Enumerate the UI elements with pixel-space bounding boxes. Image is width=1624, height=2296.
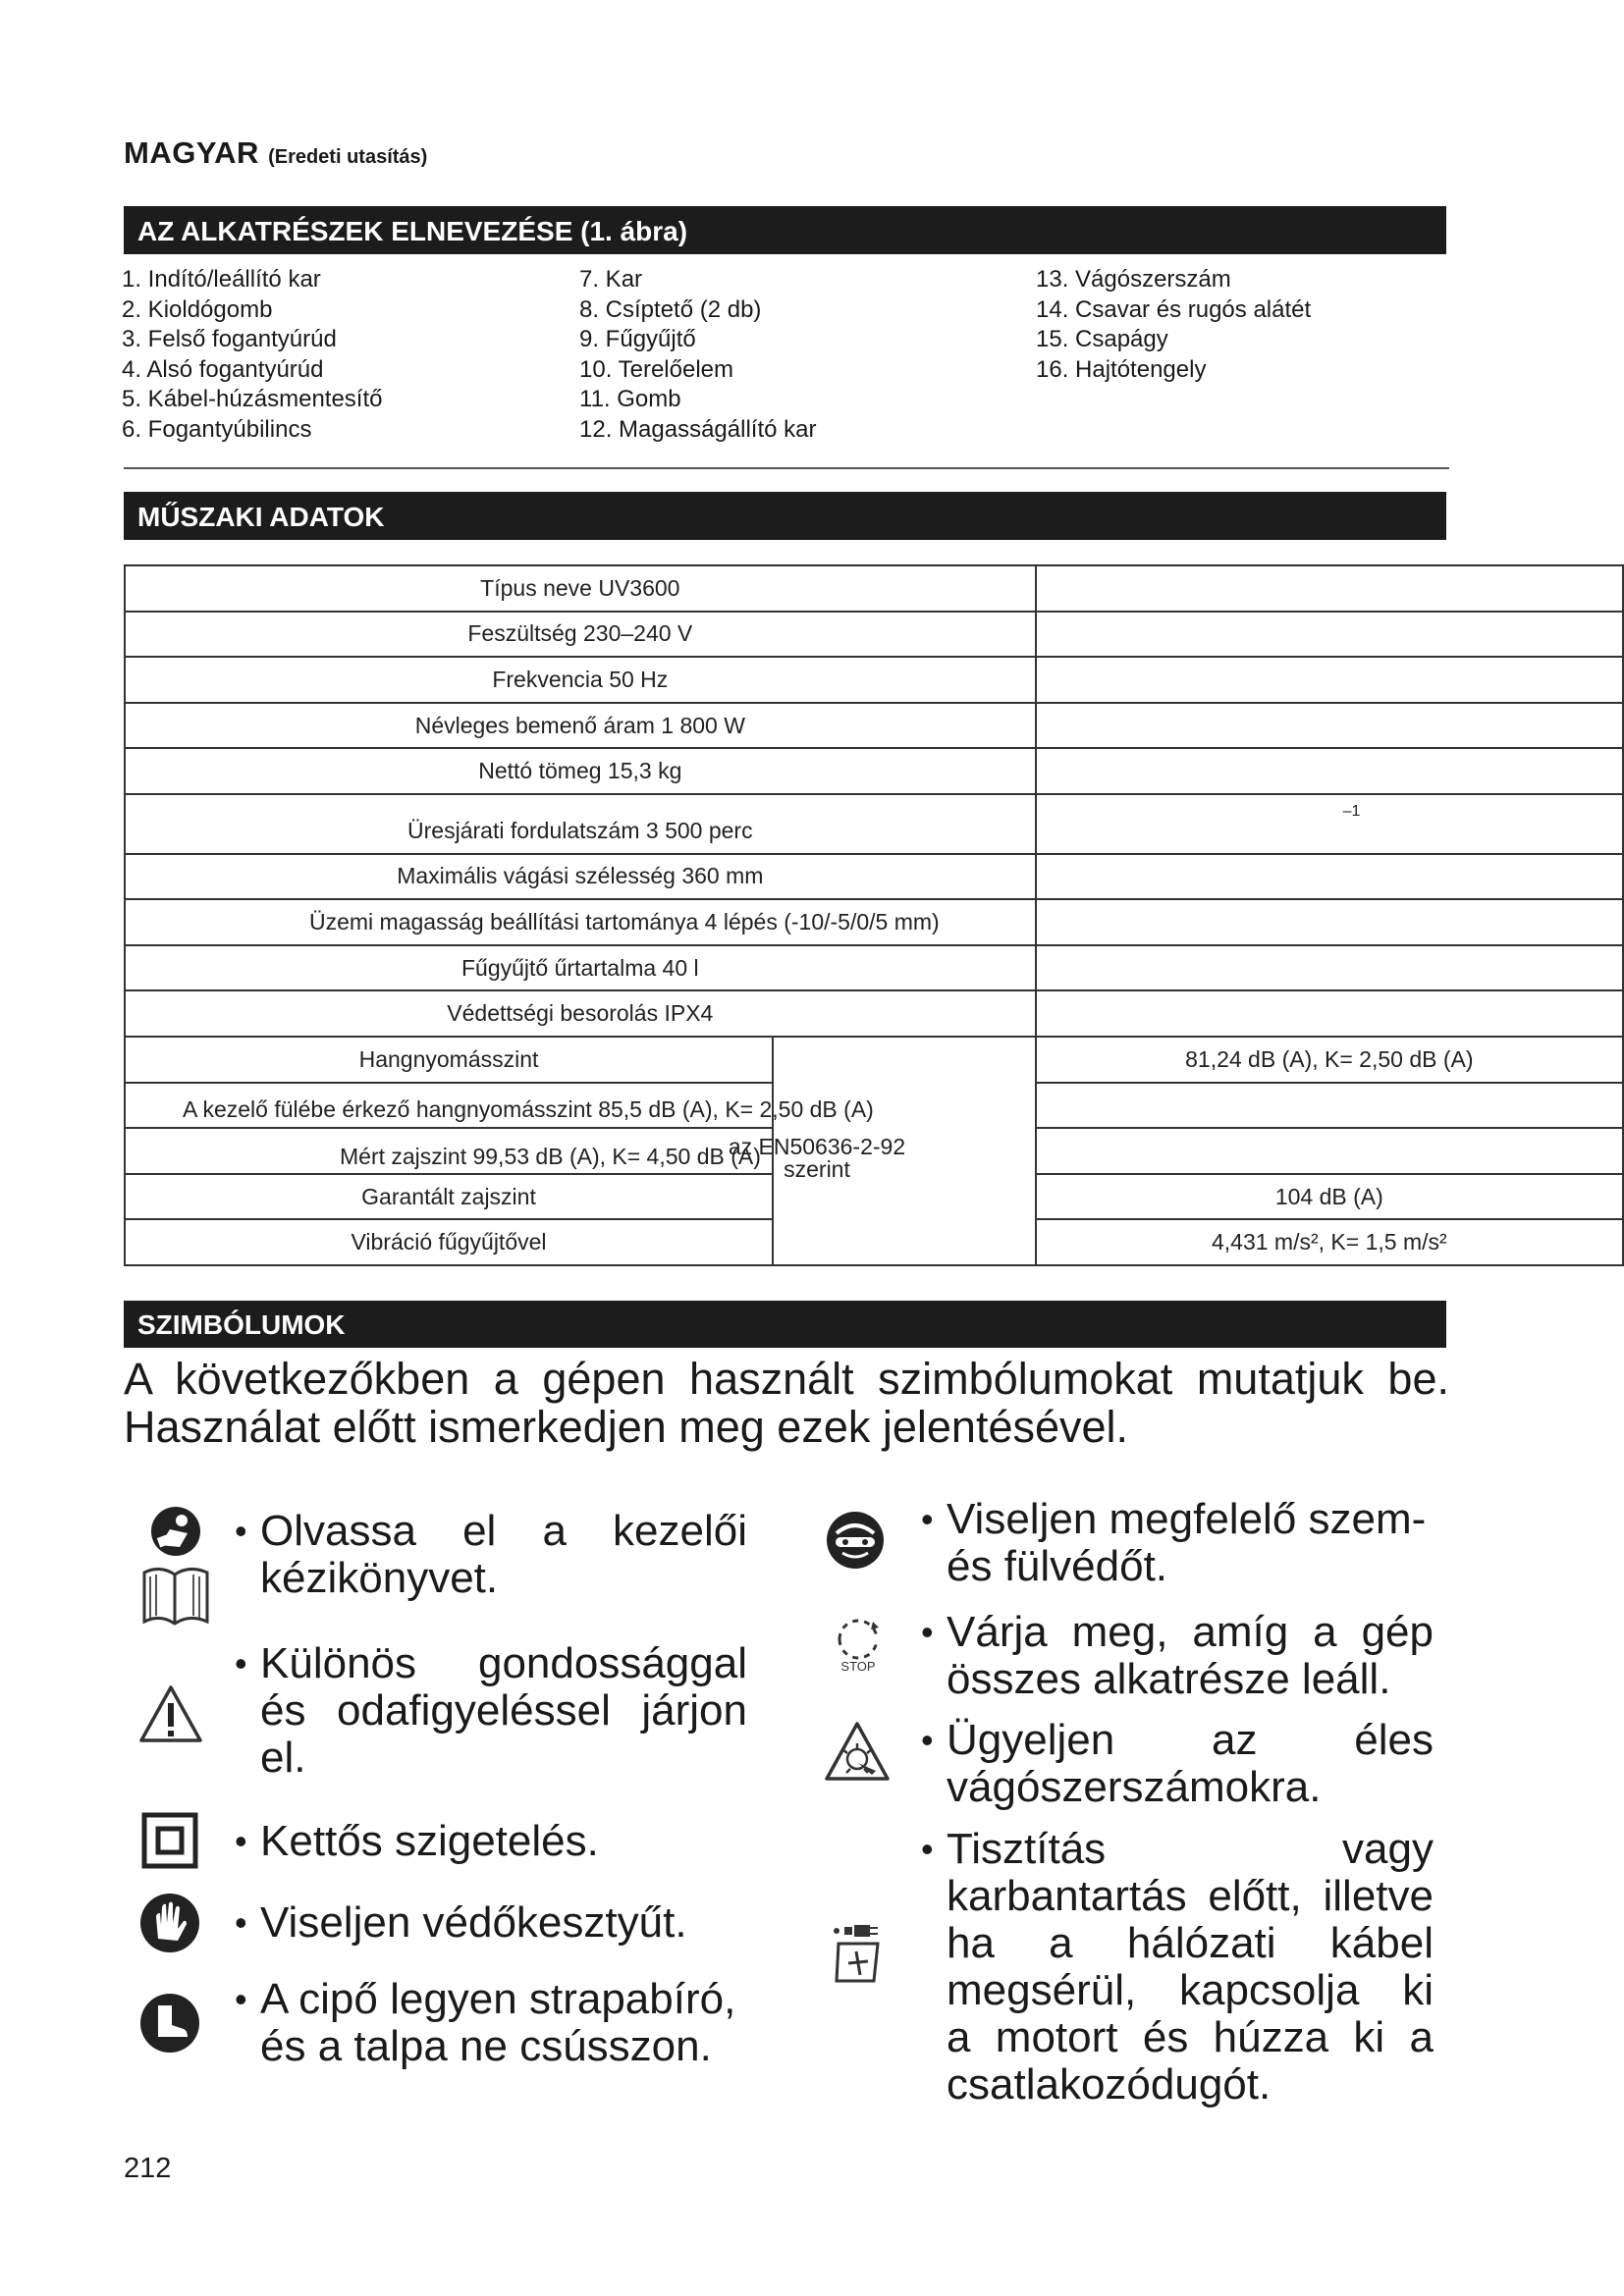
wait-stop-icon: [828, 1610, 889, 1675]
spec-label: Fűgyűjtő űrtartalma 40 l: [125, 945, 1036, 991]
table-row: [125, 565, 1623, 612]
symbol-text-line: Ügyeljen az éles: [947, 1716, 1434, 1764]
list-item: 4. Alsó fogantyúrúd: [122, 355, 324, 383]
symbol-text-line: el.: [260, 1734, 306, 1782]
parts-list-col2: [579, 265, 816, 445]
standard-note-line: az EN50636-2-92: [728, 1134, 906, 1159]
specs-section-title: MŰSZAKI ADATOK: [124, 492, 1446, 540]
spec-value: 81,24 dB (A), K= 2,50 dB (A): [1036, 1037, 1623, 1083]
symbol-text-line: Olvassa el a kezelői: [260, 1507, 747, 1555]
spec-value: [1036, 565, 1623, 612]
list-item: 12. Magasságállító kar: [579, 415, 817, 443]
list-item: 15. Csapágy: [1036, 326, 1168, 352]
section-divider: [124, 467, 1449, 469]
spec-value: [1036, 1083, 1623, 1129]
spec-value: [1036, 1128, 1623, 1174]
bullet: •: [921, 1612, 934, 1652]
symbol-text-line: és odafigyeléssel járjon: [260, 1686, 747, 1735]
symbol-text-line: A cipő legyen strapabíró,: [260, 1975, 736, 2023]
spec-label: Típus neve UV3600: [125, 565, 1036, 612]
spec-value: [1036, 612, 1623, 658]
symbol-text-line: Tisztítás vagy: [947, 1825, 1434, 1873]
intro-line: A következőkben a gépen használt szimbólumokat mutatjuk be.: [124, 1354, 1449, 1404]
list-item: 9. Fűgyűjtő: [579, 326, 696, 352]
spec-label: Frekvencia 50 Hz: [125, 657, 1036, 703]
spec-value: [1036, 854, 1623, 900]
table-row: [125, 990, 1623, 1037]
spec-value: [1036, 899, 1623, 945]
spec-value: 104 dB (A): [1036, 1174, 1623, 1220]
spec-overflow-label: Mért zajszint 99,53 dB (A), K= 4,50 dB (A): [340, 1144, 761, 1169]
stop-label: STOP: [840, 1659, 876, 1674]
symbol-text-line: Viseljen védőkesztyűt.: [260, 1898, 687, 1947]
symbol-text-line: a motort és húzza ki a: [947, 2013, 1434, 2061]
bullet: •: [921, 1720, 934, 1760]
list-item: 7. Kar: [579, 266, 643, 293]
spec-label: Névleges bemenő áram 1 800 W: [125, 703, 1036, 749]
table-row: [125, 612, 1623, 658]
symbol-text-line: Várja meg, amíg a gép: [947, 1608, 1434, 1656]
spec-value: [1036, 990, 1623, 1037]
table-row: [125, 794, 1623, 854]
sharp-blade-icon: [823, 1720, 892, 1785]
parts-list-col3: [1036, 265, 1311, 385]
spec-label: Hangnyomásszint: [125, 1037, 773, 1083]
list-item: 13. Vágószerszám: [1036, 266, 1231, 293]
warning-triangle-icon: [137, 1683, 204, 1744]
table-row: [125, 703, 1623, 749]
spec-label: Feszültség 230–240 V: [125, 612, 1036, 658]
spec-value: [1036, 657, 1623, 703]
bullet: •: [235, 1979, 247, 2019]
spec-value: [1036, 748, 1623, 794]
list-item: 3. Felső fogantyúrúd: [122, 326, 337, 352]
spec-label: Maximális vágási szélesség 360 mm: [125, 854, 1036, 900]
language-subtitle: (Eredeti utasítás): [268, 146, 428, 168]
symbol-text-line: Viseljen megfelelő szem-: [947, 1495, 1427, 1543]
list-item: 1. Indító/leállító kar: [122, 266, 321, 293]
symbol-text-line: karbantartás előtt, illetve: [947, 1872, 1434, 1920]
standard-note-line: szerint: [784, 1156, 850, 1182]
symbol-text-line: és a talpa ne csússzon.: [260, 2022, 712, 2070]
spec-label: Védettségi besorolás IPX4: [125, 990, 1036, 1037]
list-item: 8. Csíptető (2 db): [579, 295, 762, 323]
list-item: 11. Gomb: [579, 386, 681, 412]
bullet: •: [235, 1643, 247, 1683]
spec-label: [125, 899, 1036, 945]
bullet: •: [921, 1829, 934, 1869]
symbol-text-line: és fülvédőt.: [947, 1542, 1168, 1590]
language-title: MAGYAR: [124, 135, 259, 170]
spec-value: [1036, 945, 1623, 991]
list-item: 6. Fogantyúbilincs: [122, 415, 312, 443]
spec-label: Vibráció fűgyűjtővel: [125, 1219, 773, 1265]
page-number: 212: [124, 2153, 172, 2184]
symbols-intro: [124, 1355, 1449, 1451]
boots-icon: [138, 1992, 201, 2055]
symbol-text-line: ha a hálózati kábel: [947, 1919, 1434, 1967]
parts-list-col1: [122, 265, 383, 445]
spec-value: 4,431 m/s², K= 1,5 m/s²: [1036, 1219, 1623, 1265]
table-row: [125, 899, 1623, 945]
table-row: [125, 748, 1623, 794]
spec-value: [1036, 703, 1623, 749]
spec-label: Garantált zajszint: [125, 1174, 773, 1220]
spec-label: Nettó tömeg 15,3 kg: [125, 748, 1036, 794]
symbol-text-line: Különös gondossággal: [260, 1639, 747, 1687]
symbol-text-line: összes alkatrésze leáll.: [947, 1655, 1391, 1703]
table-row: [125, 945, 1623, 991]
bullet: •: [235, 1821, 247, 1861]
symbols-section-title: SZIMBÓLUMOK: [124, 1301, 1446, 1348]
standard-note: [701, 1136, 933, 1181]
spec-label-text: Üzemi magasság beállítási tartománya 4 lépés (-10/-5/0/5 mm): [309, 908, 940, 934]
document-language-header: [124, 135, 427, 171]
list-item: 5. Kábel-húzásmentesítő: [122, 386, 383, 412]
spec-label: Üresjárati fordulatszám 3 500 perc: [125, 794, 1036, 854]
list-item: 14. Csavar és rugós alátét: [1036, 295, 1312, 323]
symbol-text-line: Kettős szigetelés.: [260, 1817, 599, 1865]
read-manual-icon: [138, 1504, 213, 1629]
bullet: •: [921, 1499, 934, 1539]
symbol-text-line: csatlakozódugót.: [947, 2060, 1272, 2109]
table-row: [125, 1037, 1623, 1083]
symbol-text-line: megsérül, kapcsolja ki: [947, 1966, 1434, 2014]
bullet: •: [235, 1902, 247, 1943]
list-item: 16. Hajtótengely: [1036, 355, 1207, 383]
table-row: [125, 854, 1623, 900]
spec-value: –1: [1036, 794, 1623, 854]
intro-line: Használat előtt ismerkedjen meg ezek jelentésével.: [124, 1402, 1129, 1452]
table-row: [125, 657, 1623, 703]
spec-overflow-label: A kezelő fülébe érkező hangnyomásszint 85,5 dB (A), K= 2,50 dB (A): [183, 1096, 874, 1122]
parts-section-title: AZ ALKATRÉSZEK ELNEVEZÉSE (1. ábra): [124, 206, 1446, 254]
list-item: 2. Kioldógomb: [122, 295, 273, 323]
unplug-icon: [831, 1922, 886, 1987]
gloves-icon: [138, 1892, 201, 1954]
symbol-text-line: vágószerszámokra.: [947, 1763, 1322, 1811]
eye-ear-protection-icon: [825, 1510, 886, 1571]
list-item: 10. Terelőelem: [579, 355, 733, 383]
double-insulation-icon: [141, 1812, 198, 1869]
symbol-text-line: kézikönyvet.: [260, 1554, 499, 1602]
bullet: •: [235, 1511, 247, 1551]
